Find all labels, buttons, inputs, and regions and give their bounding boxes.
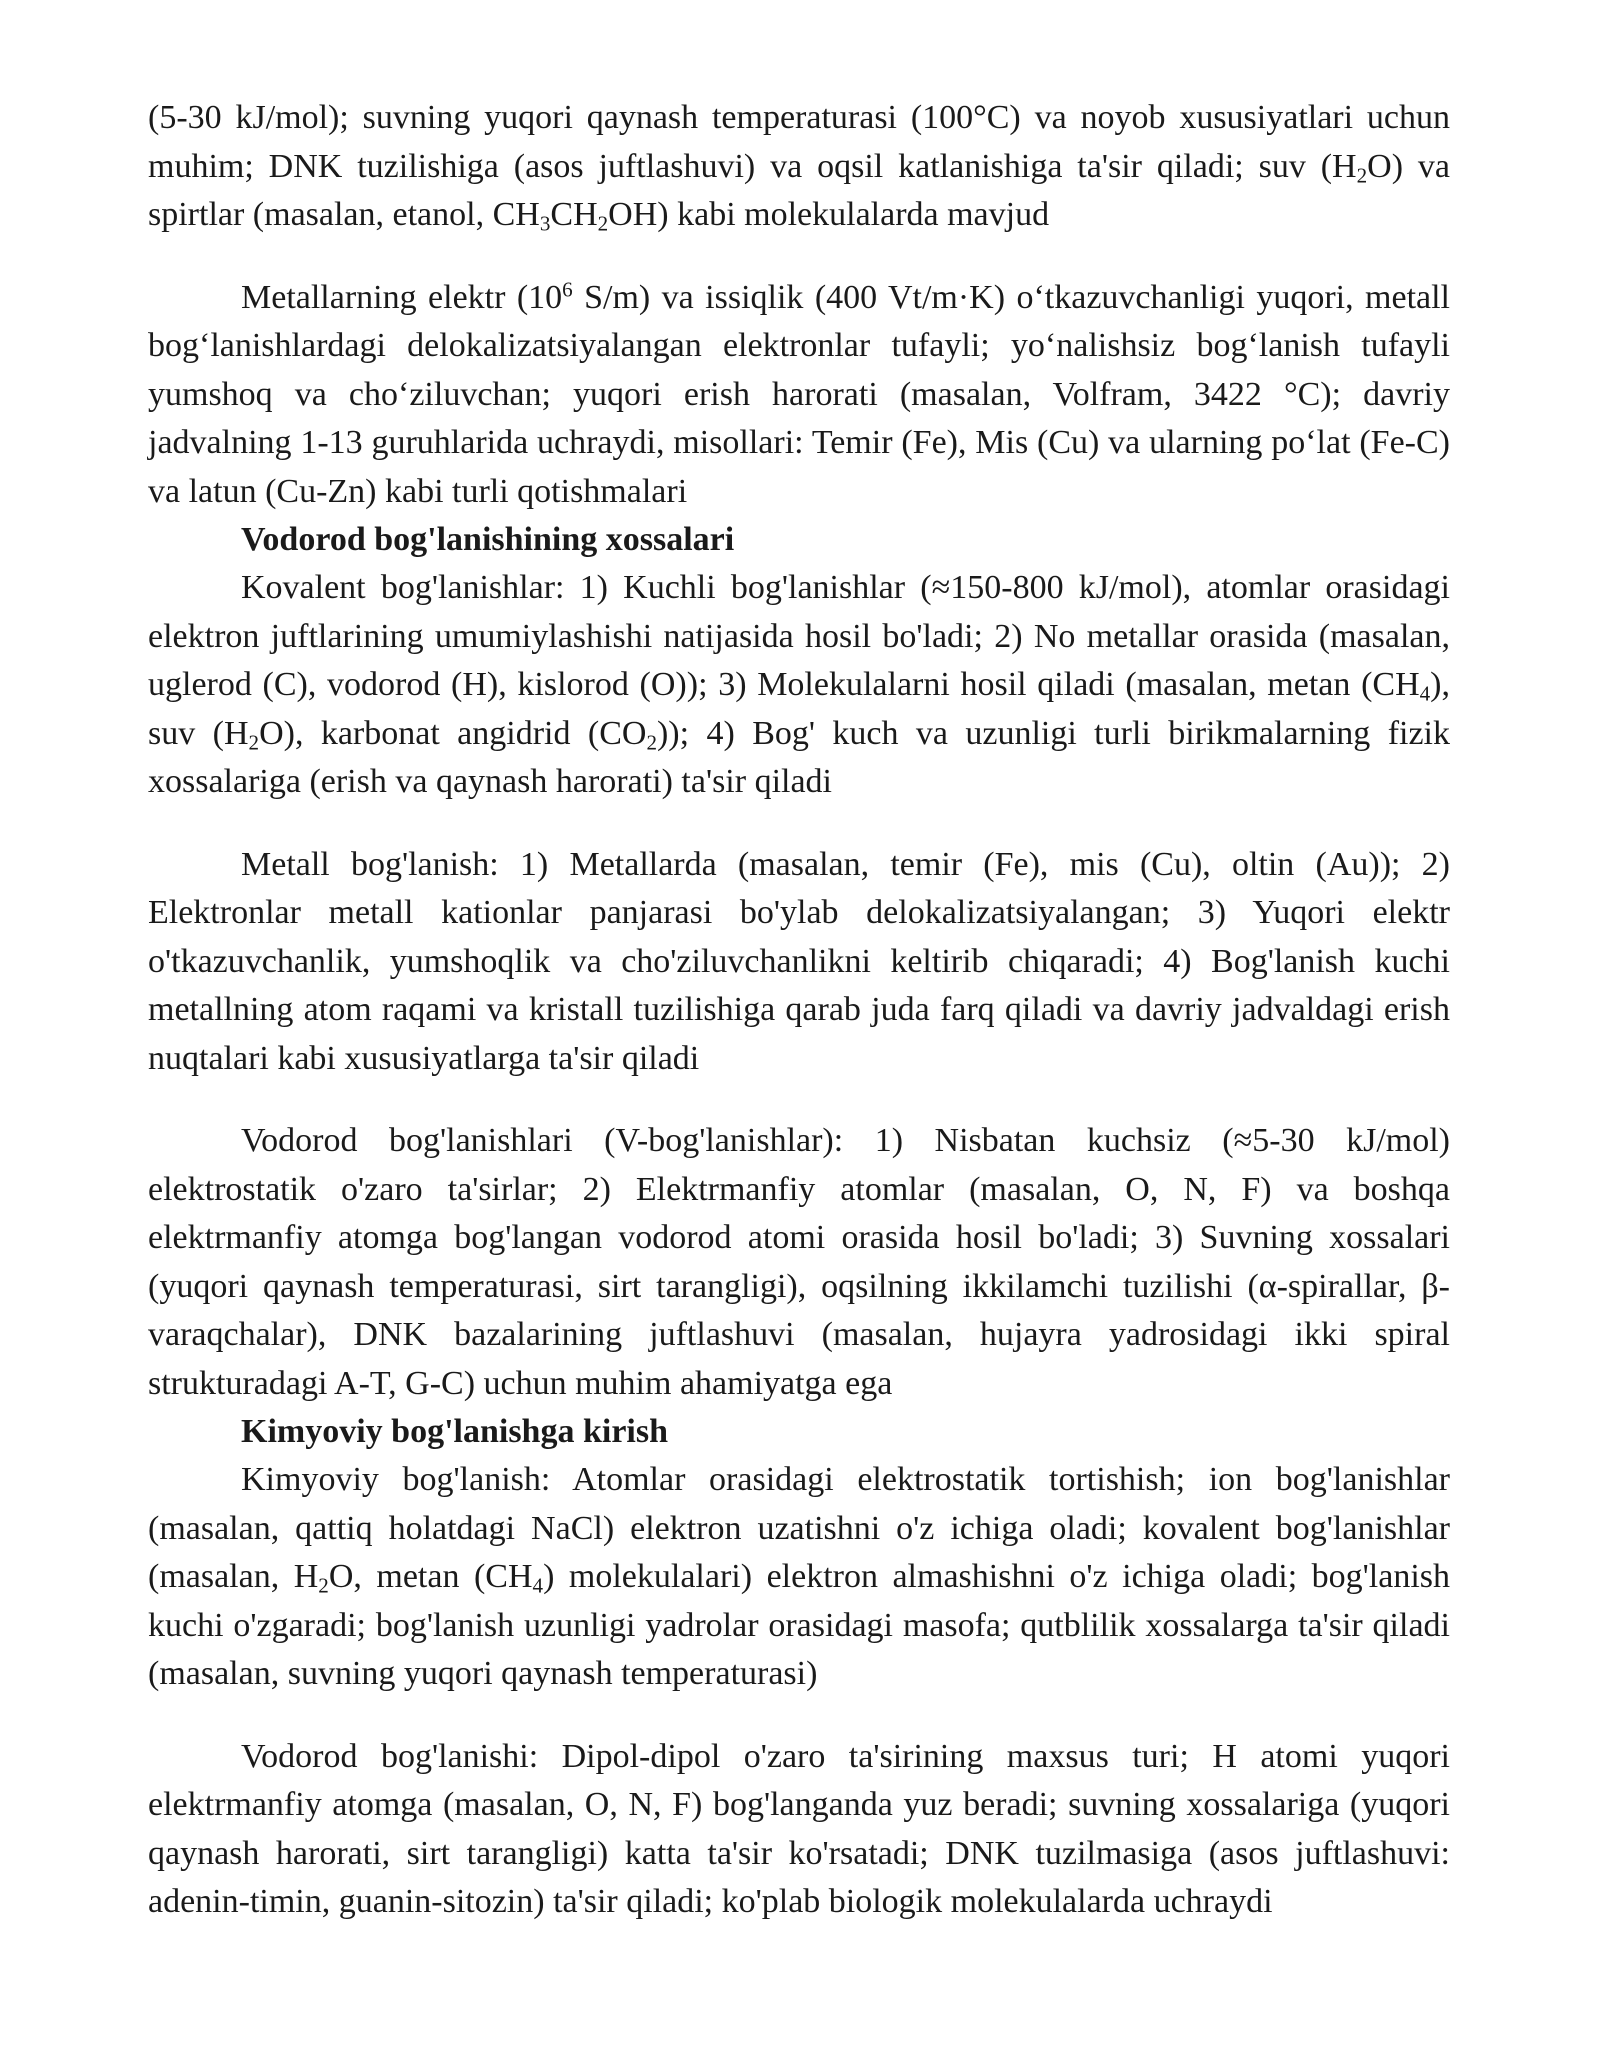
paragraph-metallic-bond: Metall bog'lanish: 1) Metallarda (masalan, temir (Fe), mis (Cu), oltin (Au)); 2) Elektronlar metall kationlar panjarasi bo'ylab delokalizatsiyalangan; 3) Yuqori elektr o'tkazuvchanlik, yumshoqlik va cho'ziluvchanlikni keltirib chiqaradi; 4) Bog'lanish kuchi metallning atom raqami va kristall tuzilishiga qarab juda farq qiladi va davriy jadvaldagi erish nuqtalari kabi xususiyatlarga ta'sir qiladi [148, 845, 1450, 1077]
paragraph-hydrogen-bonds: Vodorod bog'lanishlari (V-bog'lanishlar): 1) Nisbatan kuchsiz (≈5-30 kJ/mol) elektrostatik o'zaro ta'sirlar; 2) Elektrmanfiy atomlar (masalan, O, N, F) va boshqa elektrmanfiy atomga bog'langan vodorod atomi orasida hosil bo'ladi; 3) Suvning xossalari (yuqori qaynash temperaturasi, sirt tarangligi), oqsilning ikkilamchi tuzilishi (α-spirallar, β-varaqchalar), DNK bazalarining juftlashuvi (masalan, hujayra yadrosidagi ikki spiral strukturadagi A-T, G-C) uchun muhim ahamiyatga ega [148, 1122, 1450, 1402]
paragraph-hydrogen-bonding: Vodorod bog'lanishi: Dipol-dipol o'zaro ta'sirining maxsus turi; H atomi yuqori elektrmanfiy atomga (masalan, O, N, F) bog'langanda yuz beradi; suvning xossalariga (yuqori qaynash harorati, sirt tarangligi) katta ta'sir ko'rsatadi; DNK tuzilmasiga (asos juftlashuvi: adenin-timin, guanin-sitozin) ta'sir qiladi; ko'plab biologik molekulalarda uchraydi [148, 1737, 1450, 1920]
paragraph-metal-conductivity: Metallarning elektr ($10^6$ S/m) va issiqlik (400 Vt/m·K) o‘tkazuvchanligi yuqori, metall bog‘lanishlardagi delokalizatsiyalangan elektronlar tufayli; yo‘nalishsiz bog‘lanish tufayli yumshoq va cho‘ziluvchan; yuqori erish harorati (masalan, Volfram, 3422 °C); davriy jadvalning 1-13 guruhlarida uchraydi, misollari: Temir (Fe), Mis (Cu) va ularning po‘lat (Fe-C) va latun (Cu-Zn) kabi turli qotishmalari [148, 276, 1450, 510]
paragraph-hydrogen-bond-continuation: (5-30 kJ/mol); suvning yuqori qaynash temperaturasi (100°C) va noyob xususiyatlari uchun muhim; DNK tuzilishiga (asos juftlashuvi) va oqsil katlanishiga ta'sir qiladi; suv $(H_2O)$ va spirtlar (masalan, etanol, $CH_3CH_2OH$) kabi molekulalarda mavjud [148, 99, 1451, 236]
document-page [148, 94, 1450, 1927]
section-heading-chemical-bonding-intro: Kimyoviy bog'lanishga kirish [241, 1413, 668, 1450]
paragraph-covalent-bonds: Kovalent bog'lanishlar: 1) Kuchli bog'lanishlar (≈150-800 kJ/mol), atomlar orasidagi elektron juftlarining umumiylashishi natijasida hosil bo'ladi; 2) No metallar orasida (masalan, uglerod (C), vodorod (H), kislorod (O)); 3) Molekulalarni hosil qiladi (masalan, metan $(CH_4)$, suv $(H_2O)$, karbonat angidrid $(CO_2)$); 4) Bog' kuch va uzunligi turli birikmalarning fizik xossalariga (erish va qaynash harorati) ta'sir qiladi [148, 569, 1451, 800]
paragraph-chemical-bonding: Kimyoviy bog'lanish: Atomlar orasidagi elektrostatik tortishish; ion bog'lanishlar (masalan, qattiq holatdagi NaCl) elektron uzatishni o'z ichiga oladi; kovalent bog'lanishlar (masalan, $H_2O$, metan $(CH_4)$ molekulalari) elektron almashishni o'z ichiga oladi; bog'lanish kuchi o'zgaradi; bog'lanish uzunligi yadrolar orasidagi masofa; qutblilik xossalarga ta'sir qiladi (masalan, suvning yuqori qaynash temperaturasi) [148, 1461, 1450, 1692]
section-heading-hydrogen-bond-properties: Vodorod bog'lanishining xossalari [241, 521, 735, 558]
